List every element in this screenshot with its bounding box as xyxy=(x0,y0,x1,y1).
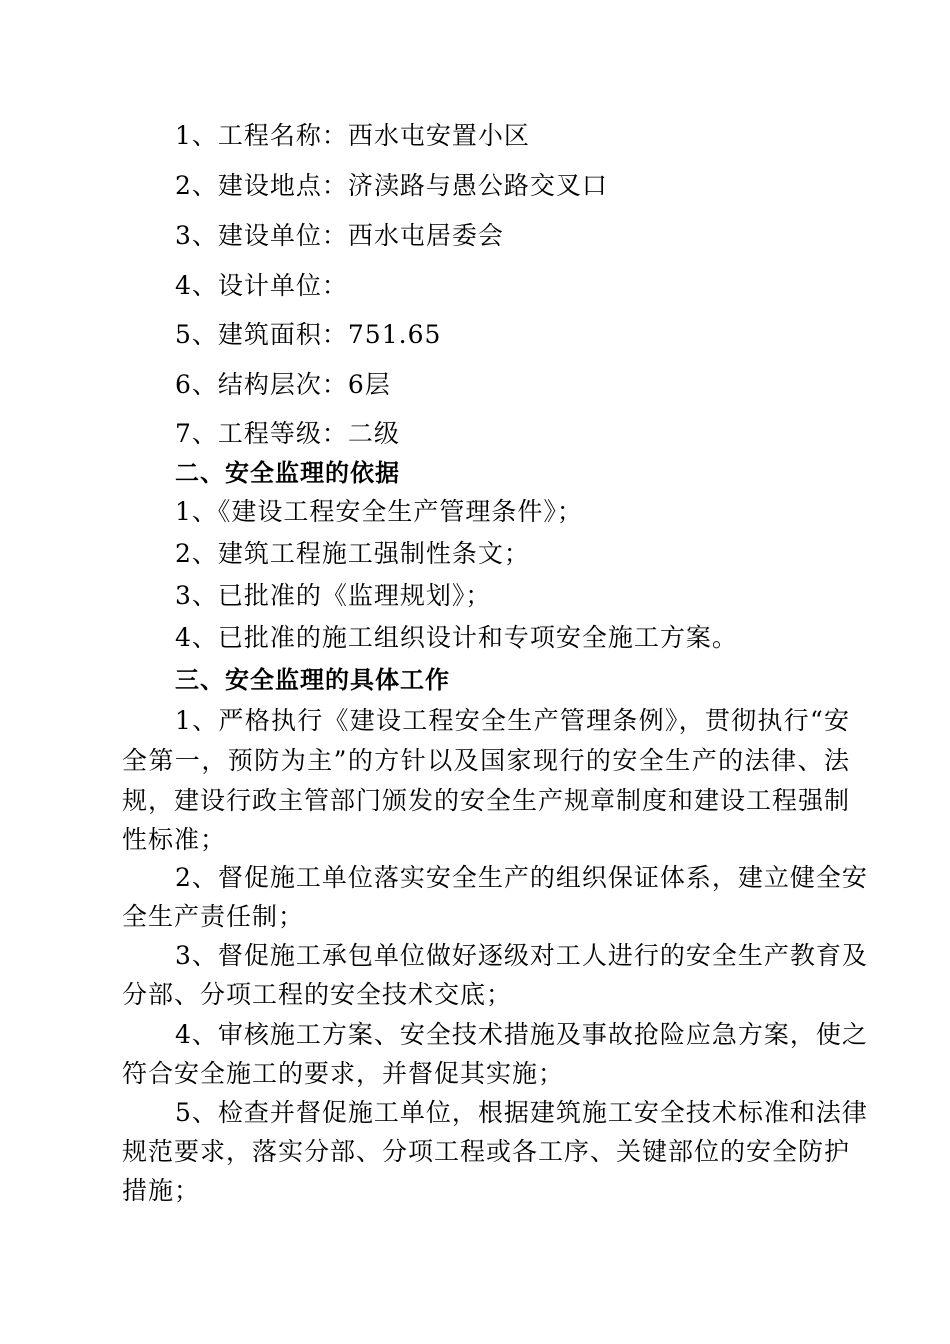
paragraph-line: 3、督促施工承包单位做好逐级对工人进行的安全生产教育及 xyxy=(175,941,868,970)
info-item-location: 2、建设地点：济渎路与愚公路交叉口 xyxy=(175,171,608,200)
paragraph-line: 措施； xyxy=(122,1176,201,1205)
paragraph-line: 5、检查并督促施工单位，根据建筑施工安全技术标准和法律 xyxy=(175,1098,868,1127)
basis-item: 2、建筑工程施工强制性条文； xyxy=(175,539,530,568)
paragraph-line: 规范要求，落实分部、分项工程或各工序、关键部位的安全防护 xyxy=(122,1137,851,1166)
info-item-designer: 4、设计单位： xyxy=(175,271,348,300)
paragraph-line: 2、督促施工单位落实安全生产的组织保证体系，建立健全安 xyxy=(175,863,868,892)
info-item-project-name: 1、工程名称：西水屯安置小区 xyxy=(175,121,530,150)
basis-item: 4、已批准的施工组织设计和专项安全施工方案。 xyxy=(175,623,738,652)
paragraph-line: 分部、分项工程的安全技术交底； xyxy=(122,980,513,1009)
section-heading-basis: 二、安全监理的依据 xyxy=(175,459,400,487)
paragraph-line: 全生产责任制； xyxy=(122,902,305,931)
paragraph-line: 规，建设行政主管部门颁发的安全生产规章制度和建设工程强制 xyxy=(122,786,851,815)
paragraph-line: 性标准； xyxy=(122,825,227,854)
paragraph-line: 1、严格执行《建设工程安全生产管理条例》，贯彻执行“安 xyxy=(175,706,850,735)
paragraph-line: 4、审核施工方案、安全技术措施及事故抢险应急方案，使之 xyxy=(175,1020,868,1049)
section-heading-work: 三、安全监理的具体工作 xyxy=(175,666,450,694)
paragraph-line: 全第一，预防为主”的方针以及国家现行的安全生产的法律、法 xyxy=(122,746,850,775)
info-item-builder: 3、建设单位：西水屯居委会 xyxy=(175,221,504,250)
info-item-floors: 6、结构层次：6层 xyxy=(175,370,391,399)
info-item-grade: 7、工程等级：二级 xyxy=(175,419,400,448)
paragraph-line: 符合安全施工的要求，并督促其实施； xyxy=(122,1059,565,1088)
basis-item: 3、已批准的《监理规划》； xyxy=(175,581,492,610)
info-item-area: 5、建筑面积：751.65 xyxy=(175,320,442,349)
basis-item: 1、《建设工程安全生产管理条件》； xyxy=(175,497,583,526)
